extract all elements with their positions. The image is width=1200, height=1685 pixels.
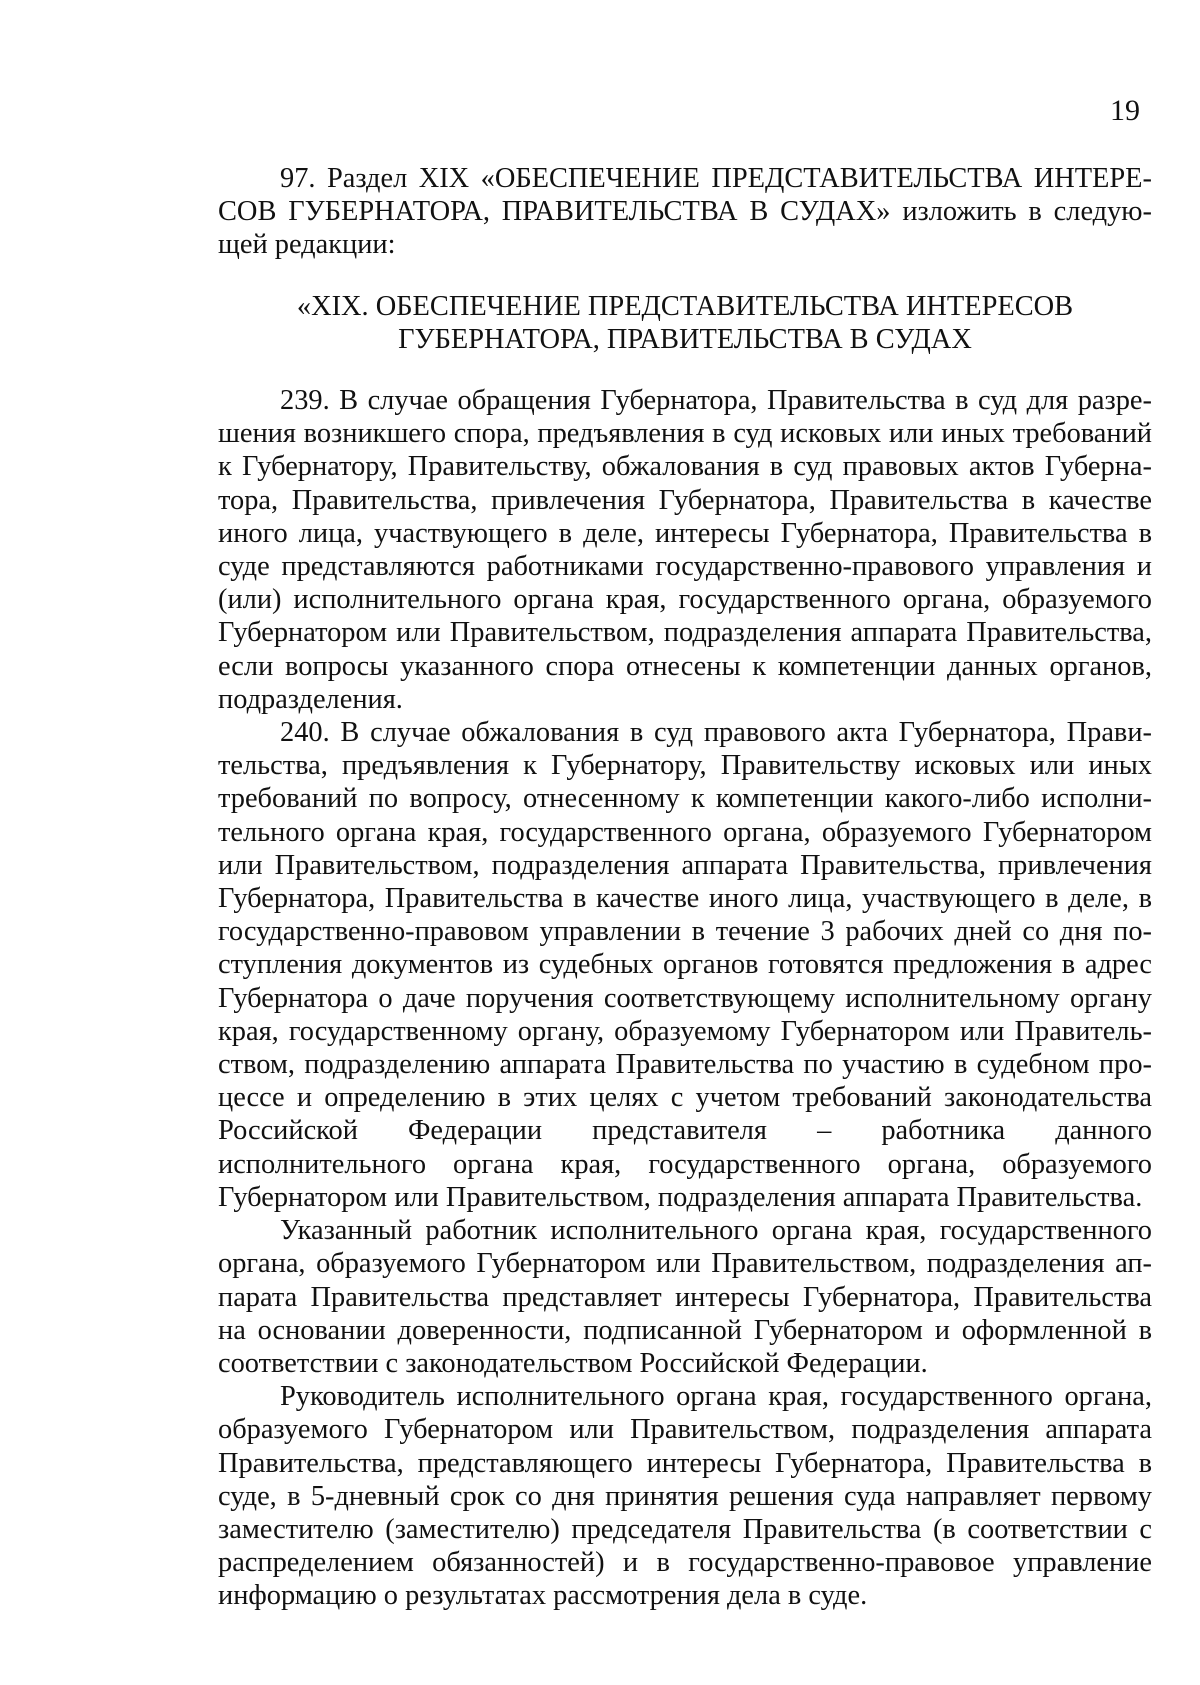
paragraph-representative: Указанный работник исполнительного органа края, государственного органа, образуемого Губернатором или Правительством, подразделения аппарата Правительства представляет интересы Губернатора, Правительства на основании доверенности, подписанной Губернатором и оформленной в соответствии с законодательством Российской Федерации. xyxy=(218,1215,1152,1379)
section-heading xyxy=(218,290,1152,356)
document-body xyxy=(218,162,1152,1613)
paragraph-239: 239. В случае обращения Губернатора, Правительства в суд для разрешения возникшего спора, предъявления в суд исковых или иных требований к Губернатору, Правительству, обжалования в суд правовых актов Губернатора, Правительства, привлечения Губернатора, Правительства в качестве иного лица, участвующего в деле, интересы Губернатора, Правительства в суде представляются работниками государственно-правового управления и (или) исполнительного органа края, государственного органа, образуемого Губернатором или Правительством, подразделения аппарата Правительства, если вопросы указанного спора отнесены к компетенции данных органов, подразделения. xyxy=(218,385,1152,715)
paragraph-240: 240. В случае обжалования в суд правового акта Губернатора, Правительства, предъявления к Губернатору, Правительству исковых или иных требований по вопросу, отнесенному к компетенции какого-либо исполнительного органа края, государственного органа, образуемого Губернатором или Правительством, подразделения аппарата Правительства, привлечения Губернатора, Правительства в качестве иного лица, участвующего в деле, в государственно-правовом управлении в течение 3 рабочих дней со дня поступления документов из судебных органов готовятся предложения в адрес Губернатора о даче поручения соответствующему исполнительному органу края, государственному органу, образуемому Губернатором или Правительством, подразделению аппарата Правительства по участию в судебном процессе и определению в этих целях с учетом требований законодательства Российской Федерации представителя – работника данного исполнительного органа края, государственного органа, образуемого Губернатором или Правительством, подразделения аппарата Правительства. xyxy=(218,717,1152,1213)
page-number: 19 xyxy=(1110,94,1140,127)
section-heading-line-1: «XIX. ОБЕСПЕЧЕНИЕ ПРЕДСТАВИТЕЛЬСТВА ИНТЕРЕСОВ xyxy=(296,290,1074,322)
paragraph-head-of-body: Руководитель исполнительного органа края, государственного органа, образуемого Губернатором или Правительством, подразделения аппарата Правительства, представляющего интересы Губернатора, Правительства в суде, в 5-дневный срок со дня принятия решения суда направляет первому заместителю (заместителю) председателя Правительства (в соответствии с распределением обязанностей) и в государственно-правовое управление информацию о результатах рассмотрения дела в суде. xyxy=(218,1381,1152,1612)
amendment-intro-paragraph: 97. Раздел XIX «ОБЕСПЕЧЕНИЕ ПРЕДСТАВИТЕЛЬСТВА ИНТЕРЕСОВ ГУБЕРНАТОРА, ПРАВИТЕЛЬСТВА В СУДАХ» изложить в следующей редакции: xyxy=(218,163,1152,261)
section-heading-line-2: ГУБЕРНАТОРА, ПРАВИТЕЛЬСТВА В СУДАХ xyxy=(398,323,972,355)
